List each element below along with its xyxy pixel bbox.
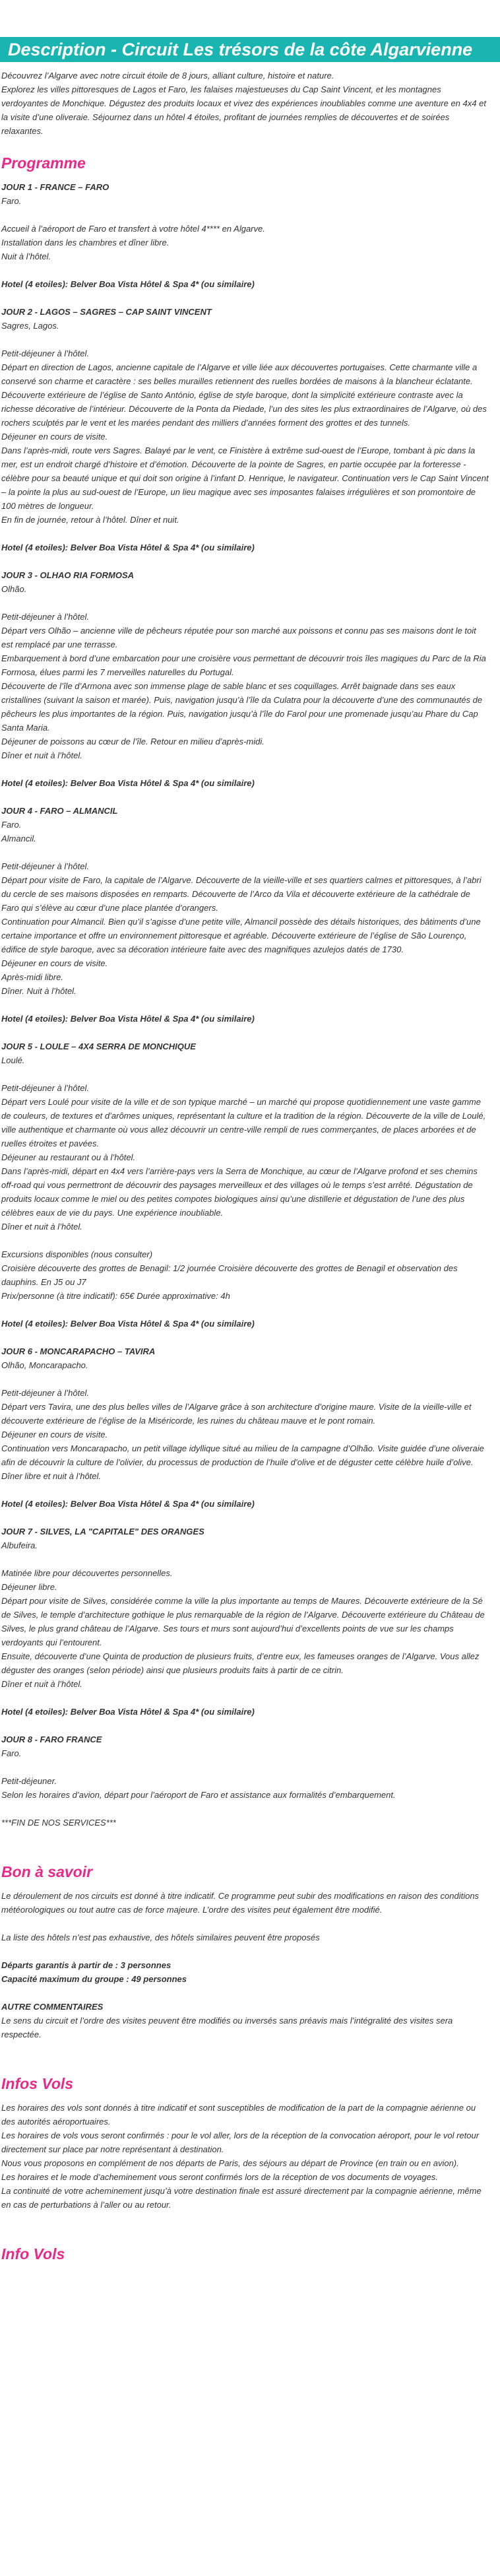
day-text: Selon les horaires d’avion, départ pour l’aéroport de Faro et assistance aux formalités d’embarquement. [1,1790,396,1800]
day-text: Petit-déjeuner à l’hôtel. [1,861,89,871]
spacer [1,1552,489,1566]
day-text: Départ vers Tavira, une des plus belles villes de l’Algarve grâce à son architecture d’origine maure. Visite de la vieille-ville et découverte extérieure de l’église de la Miséricorde, les ruines du château mauve et le pont romain. [1,1402,472,1426]
day-hotel: Hotel (4 etoiles): Belver Boa Vista Hôtel & Spa 4* (ou similaire) [1,279,255,289]
day-text: Nuit à l’hôtel. [1,251,51,261]
day-place: Faro. Almancil. [1,820,36,843]
day-hotel: Hotel (4 etoiles): Belver Boa Vista Hôtel & Spa 4* (ou similaire) [1,1319,255,1329]
day-hotel: Hotel (4 etoiles): Belver Boa Vista Hôtel & Spa 4* (ou similaire) [1,543,255,552]
day-title: JOUR 2 - LAGOS – SAGRES – CAP SAINT VINCENT [1,307,212,317]
day-block [1,804,489,1026]
programme-heading: Programme [1,154,86,172]
day-block [1,1525,489,1719]
day-title: JOUR 7 - SILVES, LA "CAPITALE" DES ORANGES [1,1527,204,1536]
day-text: Départ vers Olhão – ancienne ville de pêcheurs réputée pour son marché aux poissons et connu pas ses maisons dont le toit est remplacé par une terrasse. [1,626,476,649]
infos-vols-line: Les horaires et le mode d’acheminement vous seront confirmés lors de la réception de vos documents de voyages. [1,2172,438,2182]
day-hotel: Hotel (4 etoiles): Belver Boa Vista Hôtel & Spa 4* (ou similaire) [1,1499,255,1509]
spacer [1,333,489,347]
intro [1,69,489,138]
day-title: JOUR 8 - FARO FRANCE [1,1734,102,1744]
spacer [1,1372,489,1386]
day-text: Départ pour visite de Faro, la capitale de l’Algarve. Découverte de la vieille-ville et ses quartiers calmes et pittoresques, à l’abri du cercle de ses maisons disposées en remparts. Découverte de l’Arco da Vila et découverte extérieure de la cathédrale de Faro qui s’élève au cœur d’une place plantée d’orangers. [1,875,482,913]
bon-a-savoir-text: Le déroulement de nos circuits est donné à titre indicatif. Ce programme peut subir des modifications en raison des conditions météorologiques ou tout autre cas de force majeure. L’ordre des visites peut également être modifié. [1,1891,480,1915]
spacer [1,208,489,222]
spacer [1,1802,489,1816]
content [0,69,500,2271]
day-block [1,568,489,790]
spacer [1,596,489,610]
day-block [1,1344,489,1511]
day-text: Dans l’après-midi, départ en 4x4 vers l’arrière-pays vers la Serra de Monchique, au cœur de l’Algarve profond et ses chemins off-road qui vous permettront de découvrir des paysages merveilleux et des villages où le temps s’est arrêté. Dégustation de produits locaux comme le miel ou des petites compotes biologiques ainsi qu’une distillerie et dégustation de l’une des plus célèbres eaux de vie du pays. Une expérience inoubliable. [1,1166,478,1218]
day-text: Départ vers Loulé pour visite de la ville et de son typique marché – un marché qui propose quotidiennement une vaste gamme de couleurs, de textures et d’arômes uniques, représentant la culture et la tradition de la région. Découverte de la ville de Loulé, ville authentique et charmante où vous allez découvrir un centre-ville rempli de rues commerçantes, de places arborées et de ruelles étroites et pavées. [1,1097,486,1148]
infos-vols-line: Les horaires de vols vous seront confirmés : pour le vol aller, lors de la réception de la convocation aéroport, pour le vol retour directement sur place par notre représentant à destination. [1,2130,480,2154]
day-text: Prix/personne (à titre indicatif): 65€ Durée approximative: 4h [1,1291,230,1301]
day-hotel: Hotel (4 etoiles): Belver Boa Vista Hôtel & Spa 4* (ou similaire) [1,1014,255,1024]
day-text: Matinée libre pour découvertes personnelles. [1,1568,173,1578]
day-text: Excursions disponibles (nous consulter) [1,1249,153,1259]
day-text: Départ pour visite de Silves, considérée comme la ville la plus importante au temps de Maures. Découverte extérieure de la Sé de Silves, le temple d’architecture gothique le plus remarquable de la région de l’Algarve. Découverte extérieure du Château de Silves, le plus grand château de l’Algarve. Ses tours et murs sont aujourd’hui d’excellents points de vue sur les champs verdoyants qui l’entourent. [1,1596,485,1647]
day-text: Continuation pour Almancil. Bien qu’il s’agisse d’une petite ville, Almancil possède des détails historiques, des bâtiments d’une certaine importance et offre un environnement pittoresque et agréable. Découverte extérieure de l’église de São Lourenço, édifice de style baroque, avec sa décoration intérieure faite avec des magnifiques azulejos datés de 1730. [1,917,481,954]
day-text: Déjeuner libre. [1,1582,57,1592]
day-place: Faro. [1,1748,22,1758]
day-text: Dîner et nuit à l’hôtel. [1,1222,82,1232]
infos-vols-line: Les horaires des vols sont donnés à titre indicatif et sont susceptibles de modification de la part de la compagnie aérienne ou des autorités aéroportuaires. [1,2103,476,2127]
day-text: Petit-déjeuner à l’hôtel. [1,1083,89,1093]
day-place: Albufeira. [1,1540,38,1550]
bon-a-savoir-text: La liste des hôtels n’est pas exhaustive, des hôtels similaires peuvent être proposés [1,1932,320,1942]
day-block [1,1040,489,1331]
spacer [1,1760,489,1774]
day-title: JOUR 4 - FARO – ALMANCIL [1,806,118,816]
day-block [1,305,489,554]
info-vols-heading: Info Vols [1,2245,65,2262]
day-text: Dans l’après-midi, route vers Sagres. Balayé par le vent, ce Finistère à extrême sud-ouest de l’Europe, tombant à pic dans la mer, est un endroit chargé d’histoire et d’émotion. Découverte de la pointe de Sagres, en partie occupée par la forteresse - célèbre pour sa beauté unique et qui doit son origine à l’infant D. Henrique, le navigateur. Continuation vers le Cap Saint Vincent – la pointe la plus au sud-ouest de l’Europe, un lieu magique avec ses imposantes falaises irrégulières et son promontoire de 100 mètres de longueur. [1,446,489,511]
intro-paragraph: Découvrez l’Algarve avec notre circuit étoile de 8 jours, alliant culture, histoire et nature. [1,71,334,81]
day-text: Découverte de l’île d’Armona avec son immense plage de sable blanc et ses coquillages. Arrêt baignade dans ses eaux cristallines (suivant la saison et marée). Puis, navigation jusqu’à l’île da Culatra pour la découverte d’une des communautés de pêcheurs les plus importantes de la région. Puis, navigation jusqu’à l’île do Farol pour une promenade jusqu’au Phare du Cap Santa Maria. [1,681,483,733]
day-text: Ensuite, découverte d’une Quinta de production de plusieurs fruits, d’entre eux, les fameuses oranges de l’Algarve. Vous allez déguster des oranges (selon période) ainsi que plusieurs produits faits à partir de ce citrin. [1,1651,480,1675]
day-block [1,180,489,291]
day-place: Olhão, Moncarapacho. [1,1360,88,1370]
day-text: Déjeuner en cours de visite. [1,432,108,442]
day-text: ***FIN DE NOS SERVICES*** [1,1818,116,1828]
infos-vols [1,2101,489,2212]
day-title: JOUR 1 - FRANCE – FARO [1,182,109,192]
day-text: Petit-déjeuner à l’hôtel. [1,348,89,358]
day-text: Petit-déjeuner à l’hôtel. [1,1388,89,1398]
day-text: Petit-déjeuner. [1,1776,57,1786]
infos-vols-line: Nous vous proposons en complément de nos départs de Paris, des séjours au départ de Province (en train ou en avion). [1,2158,459,2168]
day-block [1,1733,489,1830]
infos-vols-line: La continuité de votre acheminement jusqu’à votre destination finale est assuré directement par la compagnie aérienne, même en cas de perturbations à l’aller ou au retour. [1,2186,482,2210]
bon-a-savoir-heading: Bon à savoir [1,1863,93,1880]
day-place: Loulé. [1,1055,25,1065]
day-text: Déjeuner au restaurant ou à l’hôtel. [1,1152,136,1162]
day-text: Dîner libre et nuit à l’hôtel. [1,1471,102,1481]
title-bar [0,37,500,62]
day-place: Faro. [1,196,22,206]
spacer [1,845,489,859]
day-text: Déjeuner en cours de visite. [1,1430,108,1439]
infos-vols-heading: Infos Vols [1,2075,74,2092]
day-text: Continuation vers Moncarapacho, un petit village idyllique situé au milieu de la campagne d’Olhão. Visite guidée d’une oliveraie afin de découvrir la culture de l’olivier, du processus de production de l’huile d’olive et de déguster cette célèbre huile d’olive. [1,1443,484,1467]
day-title: JOUR 5 - LOULE – 4X4 SERRA DE MONCHIQUE [1,1041,196,1051]
day-text: Installation dans les chambres et dîner libre. [1,238,170,248]
intro-paragraph: Explorez les villes pittoresques de Lagos et Faro, les falaises majestueuses du Cap Saint Vincent, et les montagnes verdoyantes de Monchique. Dégustez des produits locaux et vivez des expériences inoubliables comme une aventure en 4x4 et la visite d’une oliveraie. Séjournez dans un hôtel 4 étoiles, profitant de journées remplies de découvertes et de soirées relaxantes. [1,84,486,136]
day-text: Petit-déjeuner à l’hôtel. [1,612,89,622]
day-hotel: Hotel (4 etoiles): Belver Boa Vista Hôtel & Spa 4* (ou similaire) [1,778,255,788]
day-text: Départ en direction de Lagos, ancienne capitale de l’Algarve et ville liée aux découvertes portugaises. Cette charmante ville a conservé son charme et caractère : ses belles murailles retiennent des ruelles bordées de maisons à la blancheur éclatante. Découverte extérieure de l’église de Santo António, église de style baroque, dont la simplicité extérieure contraste avec la richesse décorative de l’intérieur. Découverte de la Ponta da Piedade, l’un des sites les plus extraordinaires de l’Algarve, où des rochers sculptés par le vent et les marées pendant des milliers d’années forment des grottes et des tunnels. [1,362,487,428]
day-text: Déjeuner de poissons au cœur de l’île. Retour en milieu d’après-midi. [1,737,265,746]
capacite-maximum: Capacité maximum du groupe : 49 personnes [1,1974,187,1984]
day-text: Dîner et nuit à l’hôtel. [1,750,82,760]
autre-commentaires-text: Le sens du circuit et l’ordre des visites peuvent être modifiés ou inversés sans préavis mais l’intégralité des visites sera respectée. [1,2016,453,2039]
day-text: Accueil à l’aéroport de Faro et transfert à votre hôtel 4**** en Algarve. [1,224,265,234]
day-text: Embarquement à bord d’une embarcation pour une croisière vous permettant de découvrir trois îles magiques du Parc de la Ria Formosa, élues parmi les 7 merveilles naturelles du Portugal. [1,653,486,677]
day-text: Dîner. Nuit à l’hôtel. [1,986,77,996]
page-title: Description - Circuit Les trésors de la côte Algarvienne [8,40,473,59]
spacer [1,1234,489,1247]
autre-commentaires-title: AUTRE COMMENTAIRES [1,2002,104,2012]
day-text: En fin de journée, retour à l’hôtel. Dîner et nuit. [1,515,179,525]
day-text: Dîner et nuit à l’hôtel. [1,1679,82,1689]
day-title: JOUR 3 - OLHAO RIA FORMOSA [1,570,135,580]
day-title: JOUR 6 - MONCARAPACHO – TAVIRA [1,1346,156,1356]
day-text: Croisière découverte des grottes de Benagil: 1/2 journée Croisière découverte des grottes de Benagil et observation des dauphins. En J5 ou J7 [1,1263,458,1287]
day-text: Après-midi libre. [1,972,63,982]
departs-garantis: Départs garantis à partir de : 3 personnes [1,1960,172,1970]
day-text: Déjeuner en cours de visite. [1,958,108,968]
bon-a-savoir [1,1889,489,2041]
day-hotel: Hotel (4 etoiles): Belver Boa Vista Hôtel & Spa 4* (ou similaire) [1,1707,255,1717]
day-place: Sagres, Lagos. [1,321,59,331]
day-place: Olhão. [1,584,27,594]
spacer [1,1067,489,1081]
programme-days [1,180,489,1830]
